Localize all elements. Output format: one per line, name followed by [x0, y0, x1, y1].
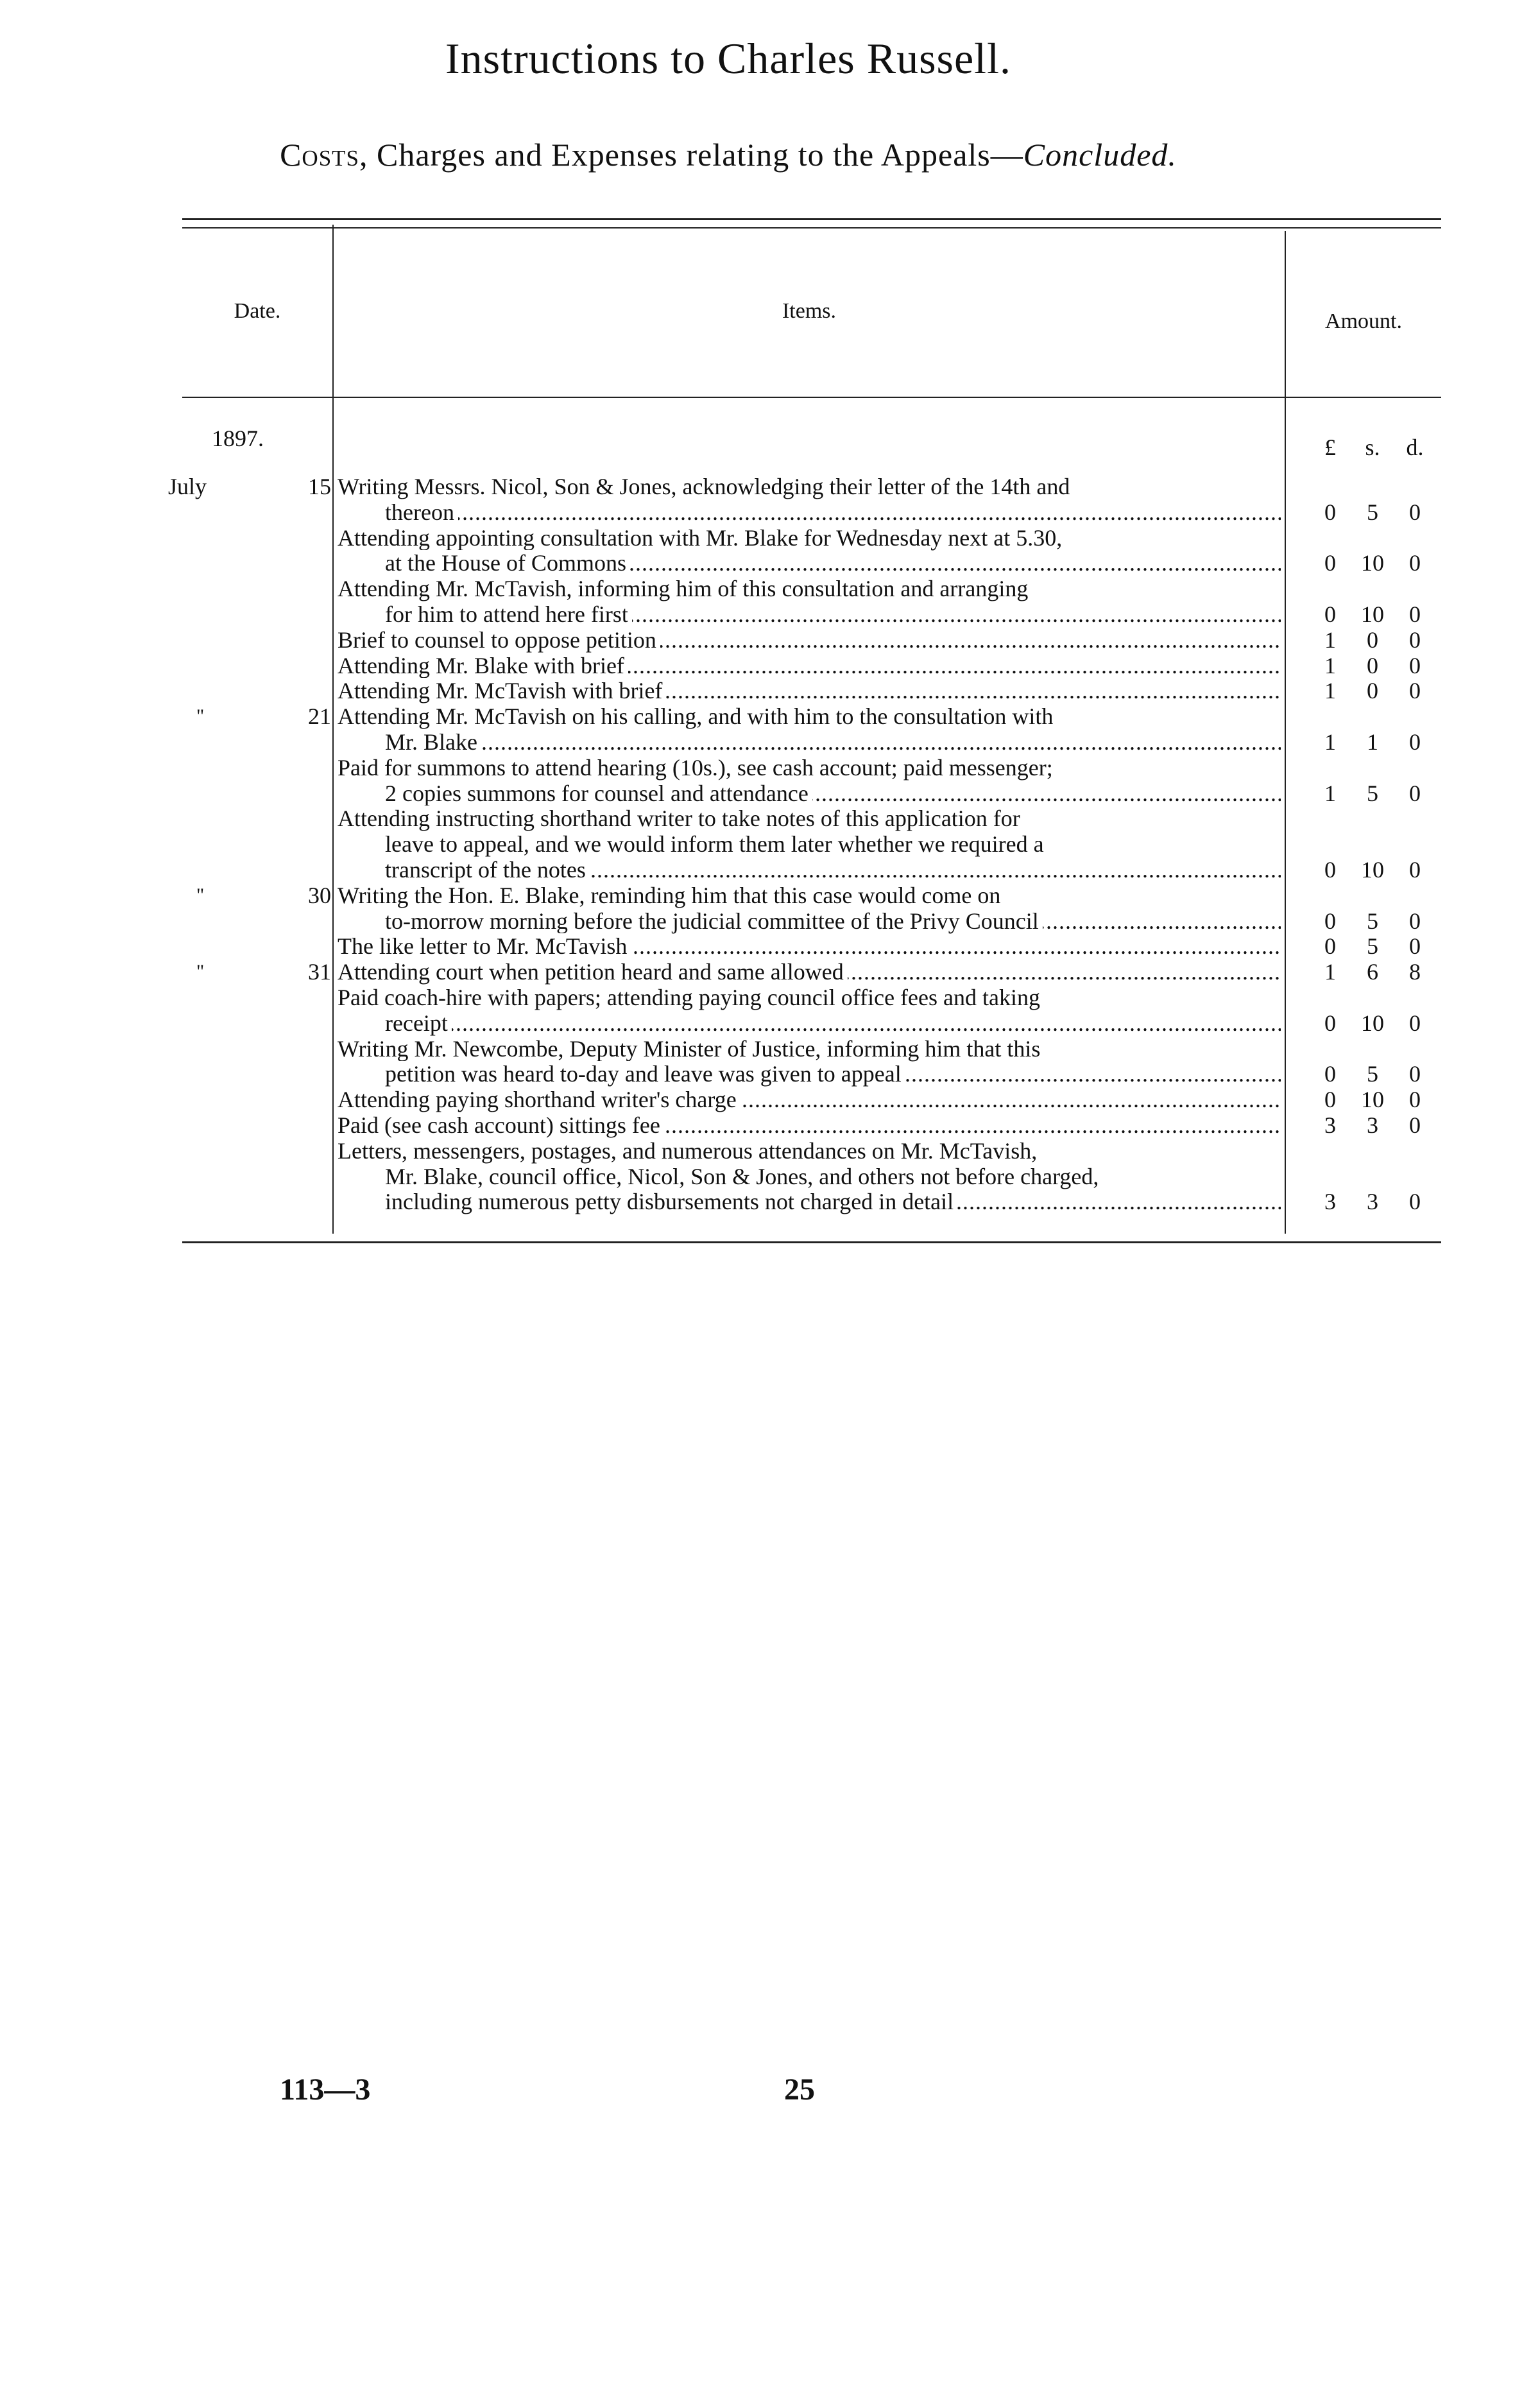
- amount-pounds: 3: [1324, 1189, 1336, 1215]
- entry-item: [385, 1010, 1281, 1036]
- entry-text: Mr. Blake, council office, Nicol, Son & Jones, and others not before charged,: [385, 1164, 1102, 1189]
- table-row: [0, 831, 1540, 857]
- amount-shillings: 5: [1367, 499, 1378, 525]
- header-bottom-rule: [182, 397, 1441, 398]
- table-row: [0, 653, 1540, 678]
- entry-amount: [1309, 933, 1450, 959]
- entry-item: [385, 781, 1281, 806]
- entry-item: [338, 1036, 1281, 1062]
- entry-text: Writing the Hon. E. Blake, reminding him that this case would come on: [338, 883, 1004, 908]
- table-row: [0, 883, 1540, 908]
- amount-pounds: 0: [1324, 1087, 1336, 1113]
- ditto-mark: ": [196, 961, 205, 983]
- entry-item: [385, 601, 1281, 627]
- table-row: [0, 1036, 1540, 1062]
- amount-pounds: 0: [1324, 550, 1336, 576]
- amount-pence: 0: [1409, 601, 1421, 627]
- table-row: [0, 908, 1540, 934]
- entry-amount: [1309, 1061, 1450, 1087]
- entry-item: [385, 908, 1281, 934]
- table-row: [0, 678, 1540, 703]
- amount-shillings: 3: [1367, 1112, 1378, 1138]
- table-row: [0, 1138, 1540, 1164]
- entry-text: Attending Mr. McTavish with brief: [338, 678, 666, 703]
- entry-item: [338, 883, 1281, 908]
- entry-amount: [1309, 959, 1450, 985]
- entry-text: Paid coach-hire with papers; attending paying council office fees and taking: [338, 985, 1044, 1010]
- entry-amount: [1309, 729, 1450, 755]
- table-row: [0, 806, 1540, 831]
- entry-item: [338, 576, 1281, 601]
- entry-item: [338, 1112, 1281, 1138]
- entry-month: July: [168, 474, 207, 499]
- table-row: [0, 1061, 1540, 1087]
- entry-item: [338, 959, 1281, 985]
- amount-shillings: 5: [1367, 780, 1378, 806]
- entry-item: [385, 1189, 1281, 1214]
- amount-shillings: 10: [1361, 1087, 1384, 1113]
- table-row: [0, 1010, 1540, 1036]
- amount-pence: 8: [1409, 959, 1421, 985]
- caption-main: , Charges and Expenses relating to the Appeals—: [359, 137, 1023, 173]
- table-row: [0, 601, 1540, 627]
- entry-item: [338, 806, 1281, 831]
- table-row: [0, 1189, 1540, 1214]
- table-row: [0, 959, 1540, 985]
- amount-pence: 0: [1409, 908, 1421, 934]
- table-row: [0, 1087, 1540, 1112]
- amount-pence: 0: [1409, 678, 1421, 704]
- entry-item: [338, 1087, 1281, 1112]
- amount-shillings: 10: [1361, 601, 1384, 627]
- entry-item: [385, 1164, 1281, 1189]
- table-row: [0, 474, 1540, 499]
- amount-shillings: 10: [1361, 550, 1384, 576]
- entry-text: Writing Mr. Newcombe, Deputy Minister of Justice, informing him that this: [338, 1036, 1044, 1062]
- amount-pounds: 1: [1324, 959, 1336, 985]
- pounds-label: £: [1324, 435, 1336, 460]
- amount-pounds: 3: [1324, 1112, 1336, 1138]
- table-row: [0, 755, 1540, 781]
- table-row: [0, 729, 1540, 755]
- entry-item: [338, 1138, 1281, 1164]
- entry-day: 21: [308, 703, 331, 730]
- amount-pence: 0: [1409, 1087, 1421, 1113]
- table-row: [0, 1164, 1540, 1189]
- amount-shillings: 5: [1367, 933, 1378, 960]
- entry-item: [338, 474, 1281, 499]
- entry-text: Paid (see cash account) sittings fee: [338, 1112, 664, 1138]
- entry-text: Attending Mr. Blake with brief: [338, 653, 628, 678]
- amount-shillings: 1: [1367, 729, 1378, 755]
- table-row: [0, 576, 1540, 601]
- entry-item: [385, 550, 1281, 576]
- entry-item: [338, 525, 1281, 551]
- entry-amount: [1309, 1010, 1450, 1036]
- entry-text: Attending court when petition heard and same allowed: [338, 959, 848, 985]
- table-row: [0, 933, 1540, 959]
- entry-item: [338, 627, 1281, 653]
- entry-text: Attending appointing consultation with Mr. Blake for Wednesday next at 5.30,: [338, 525, 1066, 551]
- entry-text: Brief to counsel to oppose petition: [338, 627, 660, 653]
- amount-shillings: 10: [1361, 857, 1384, 883]
- amount-pounds: 0: [1324, 1061, 1336, 1087]
- amount-pence: 0: [1409, 652, 1421, 678]
- entry-text: petition was heard to-day and leave was given to appeal: [385, 1061, 905, 1087]
- page-number: 25: [784, 2073, 815, 2107]
- entry-item: [338, 933, 1281, 959]
- amount-pounds: 1: [1324, 678, 1336, 704]
- page-title: Instructions to Charles Russell.: [445, 34, 1011, 83]
- entry-day: 30: [308, 882, 331, 908]
- table-bottom-rule: [182, 1241, 1441, 1243]
- entry-amount: [1309, 908, 1450, 934]
- entry-item: [385, 499, 1281, 525]
- entry-text: 2 copies summons for counsel and attendance: [385, 781, 812, 806]
- entry-amount: [1309, 601, 1450, 627]
- amount-pence: 0: [1409, 1061, 1421, 1087]
- table-row: [0, 525, 1540, 551]
- entry-text: Attending Mr. McTavish, informing him of this consultation and arranging: [338, 576, 1032, 601]
- entry-text: thereon: [385, 499, 458, 525]
- amount-pounds: 0: [1324, 933, 1336, 960]
- pence-label: d.: [1406, 435, 1424, 460]
- amount-pence: 0: [1409, 933, 1421, 960]
- shillings-label: s.: [1365, 435, 1380, 460]
- column-header-date: Date.: [234, 299, 281, 323]
- entry-amount: [1309, 627, 1450, 653]
- table-top-rule: [182, 218, 1441, 220]
- amount-pence: 0: [1409, 1112, 1421, 1138]
- entry-amount: [1309, 653, 1450, 678]
- entry-amount: [1309, 781, 1450, 806]
- table-row: [0, 499, 1540, 525]
- amount-shillings: 10: [1361, 1010, 1384, 1036]
- amount-pence: 0: [1409, 857, 1421, 883]
- entry-text: Paid for summons to attend hearing (10s.), see cash account; paid messenger;: [338, 755, 1057, 781]
- entry-text: at the House of Commons: [385, 550, 630, 576]
- amount-pounds: 1: [1324, 626, 1336, 653]
- entry-item: [385, 1061, 1281, 1087]
- entry-item: [338, 653, 1281, 678]
- table-row: [0, 550, 1540, 576]
- sessional-paper-number: 113—3: [280, 2073, 371, 2107]
- entry-text: transcript of the notes: [385, 857, 590, 883]
- entry-text: to-morrow morning before the judicial committee of the Privy Council: [385, 908, 1043, 934]
- amount-shillings: 6: [1367, 959, 1378, 985]
- table-row: [0, 985, 1540, 1010]
- amount-pounds: 1: [1324, 652, 1336, 678]
- amount-pounds: 0: [1324, 601, 1336, 627]
- entry-text: including numerous petty disbursements not charged in detail: [385, 1189, 957, 1214]
- entry-amount: [1309, 550, 1450, 576]
- entry-amount: [1309, 857, 1450, 883]
- table-row: [0, 781, 1540, 806]
- column-header-items: Items.: [782, 299, 837, 323]
- entry-amount: [1309, 1112, 1450, 1138]
- entry-item: [338, 985, 1281, 1010]
- amount-shillings: 5: [1367, 1061, 1378, 1087]
- table-top-rule-inner: [182, 227, 1441, 229]
- table-row: [0, 1112, 1540, 1138]
- amount-shillings: 0: [1367, 626, 1378, 653]
- entry-amount: [1309, 1087, 1450, 1112]
- year-label: 1897.: [212, 426, 264, 451]
- amount-pounds: 1: [1324, 729, 1336, 755]
- table-row: [0, 703, 1540, 729]
- entry-text: Letters, messengers, postages, and numerous attendances on Mr. McTavish,: [338, 1138, 1041, 1164]
- amount-pence: 0: [1409, 729, 1421, 755]
- entry-text: Attending instructing shorthand writer to take notes of this application for: [338, 806, 1024, 831]
- entry-amount: [1309, 499, 1450, 525]
- ditto-mark: ": [196, 705, 205, 727]
- currency-header: [1309, 434, 1450, 461]
- entry-item: [338, 678, 1281, 703]
- column-header-amount: Amount.: [1325, 309, 1402, 333]
- entry-amount: [1309, 1189, 1450, 1214]
- entry-amount: [1309, 678, 1450, 703]
- amount-shillings: 3: [1367, 1189, 1378, 1215]
- entry-text: for him to attend here first: [385, 601, 632, 627]
- entry-item: [338, 703, 1281, 729]
- amount-pounds: 0: [1324, 1010, 1336, 1036]
- caption-concluded: Concluded.: [1023, 137, 1177, 173]
- ditto-mark: ": [196, 884, 205, 906]
- entry-text: Attending paying shorthand writer's charge: [338, 1087, 740, 1112]
- entry-item: [338, 755, 1281, 781]
- table-row: [0, 857, 1540, 883]
- table-caption: [0, 136, 1457, 173]
- entry-text: Writing Messrs. Nicol, Son & Jones, acknowledging their letter of the 14th and: [338, 474, 1074, 499]
- entry-day: 15: [308, 474, 331, 499]
- caption-costs: Costs: [280, 137, 360, 173]
- entry-text: leave to appeal, and we would inform them later whether we required a: [385, 831, 1048, 857]
- amount-pence: 0: [1409, 550, 1421, 576]
- entry-text: receipt: [385, 1010, 452, 1036]
- amount-pence: 0: [1409, 1189, 1421, 1215]
- entry-day: 31: [308, 959, 331, 985]
- amount-pounds: 0: [1324, 499, 1336, 525]
- amount-pence: 0: [1409, 499, 1421, 525]
- amount-pence: 0: [1409, 626, 1421, 653]
- amount-pounds: 0: [1324, 908, 1336, 934]
- amount-pence: 0: [1409, 780, 1421, 806]
- amount-shillings: 5: [1367, 908, 1378, 934]
- amount-pence: 0: [1409, 1010, 1421, 1036]
- entry-text: Mr. Blake: [385, 729, 481, 755]
- entry-item: [385, 857, 1281, 883]
- amount-shillings: 0: [1367, 652, 1378, 678]
- entry-item: [385, 831, 1281, 857]
- table-row: [0, 627, 1540, 653]
- amount-pounds: 0: [1324, 857, 1336, 883]
- entry-text: Attending Mr. McTavish on his calling, and with him to the consultation with: [338, 703, 1057, 729]
- amount-pounds: 1: [1324, 780, 1336, 806]
- entry-text: The like letter to Mr. McTavish: [338, 933, 631, 959]
- amount-shillings: 0: [1367, 678, 1378, 704]
- entry-item: [385, 729, 1281, 755]
